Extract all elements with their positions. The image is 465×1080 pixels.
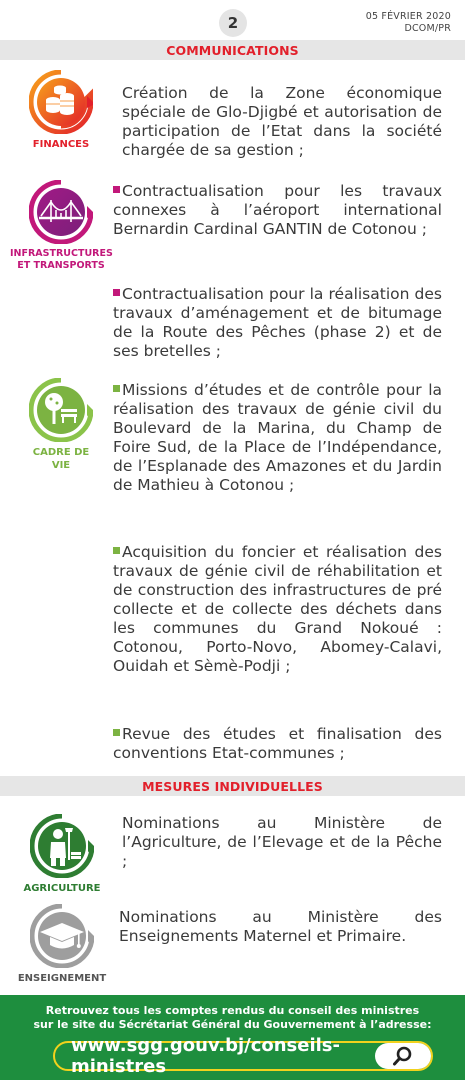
item-agri-1 [122, 814, 442, 871]
item-text: Acquisition du foncier et réalisation des travaux de génie civil de réhabilitation et de construction des infrastructures de pré collecte et de collecte des déchets dans les communes du Grand Nokoué : Cotonou, Porto-Novo, Abomey-Calavi, Ouidah et Sèmè-Podji ; [113, 543, 442, 675]
park-icon [29, 378, 93, 442]
header-date: 05 FÉVRIER 2020 [365, 11, 451, 22]
category-agriculture [20, 814, 104, 895]
graduation-cap-icon [30, 904, 94, 968]
page-number: 2 [219, 9, 247, 37]
item-text: Création de la Zone économique spéciale de Glo-Djigbé et autorisation de participation de l’Etat dans la société chargée de sa gestion ; [122, 84, 442, 159]
cadre-label-line2: VIE [51, 460, 71, 471]
agriculture-label: AGRICULTURE [23, 883, 101, 894]
item-infra-1 [113, 182, 442, 239]
url-search-bar[interactable] [53, 1035, 433, 1077]
bullet-icon [113, 289, 120, 296]
item-cadre-3 [113, 725, 442, 763]
item-text: Revue des études et finalisation des conventions Etat-communes ; [113, 725, 442, 762]
item-text: Missions d’études et de contrôle pour la réalisation des travaux de génie civil du Boulevard de la Marina, du Champ de Foire Sud, de la Place de l’Indépendance, de l’Esplanade des Amazones et du Jardin de Mathieu à Cotonou ; [113, 381, 442, 494]
footer-line-2: sur le site du Sécrétariat Général du Gouvernement à l’adresse: [33, 1018, 432, 1031]
item-cadre-2 [113, 543, 442, 676]
search-button[interactable] [375, 1043, 431, 1069]
search-icon [392, 1045, 414, 1067]
item-text: Contractualisation pour la réalisation des travaux d’aménagement et de bitumage de la Route des Pêches (phase 2) et de ses bretelles ; [113, 285, 442, 360]
category-finances [22, 70, 100, 151]
footer-line-1: Retrouvez tous les comptes rendus du conseil des ministres [45, 1004, 420, 1017]
bullet-icon [113, 186, 120, 193]
footer-url-link[interactable]: www.sgg.gouv.bj/conseils-ministres [71, 1035, 340, 1077]
bridge-icon [29, 180, 93, 244]
cadre-label-line1: CADRE DE [32, 447, 90, 458]
footer-banner [0, 995, 465, 1080]
header-date-block [366, 11, 451, 35]
item-ens-1 [119, 908, 442, 946]
header-ref: DCOM/PR [404, 23, 451, 34]
section-mesures-individuelles: MESURES INDIVIDUELLES [0, 776, 465, 796]
item-text: Nominations au Ministère de l’Agriculture, de l’Elevage et de la Pêche ; [122, 814, 442, 870]
farmer-icon [30, 814, 94, 878]
item-text: Nominations au Ministère des Enseignements Maternel et Primaire. [119, 908, 442, 945]
item-infra-2 [113, 285, 442, 361]
section-communications: COMMUNICATIONS [0, 40, 465, 60]
bullet-icon [113, 385, 120, 392]
coins-icon [29, 70, 93, 134]
infrastructures-label-line2: ET TRANSPORTS [17, 260, 105, 271]
infrastructures-label [10, 248, 112, 272]
item-cadre-1 [113, 381, 442, 495]
cadre-de-vie-label [22, 446, 100, 472]
category-infrastructures [10, 180, 112, 272]
bullet-icon [113, 547, 120, 554]
category-enseignement [14, 904, 110, 985]
bullet-icon [113, 729, 120, 736]
finances-label: FINANCES [32, 139, 90, 150]
enseignement-label: ENSEIGNEMENT [17, 973, 107, 984]
item-text: Contractualisation pour les travaux connexes à l’aéroport international Bernardin Cardinal GANTIN de Cotonou ; [113, 182, 442, 238]
item-finances-1 [122, 84, 442, 160]
infrastructures-label-line1: INFRASTRUCTURES [10, 248, 113, 259]
category-cadre-de-vie [22, 378, 100, 472]
